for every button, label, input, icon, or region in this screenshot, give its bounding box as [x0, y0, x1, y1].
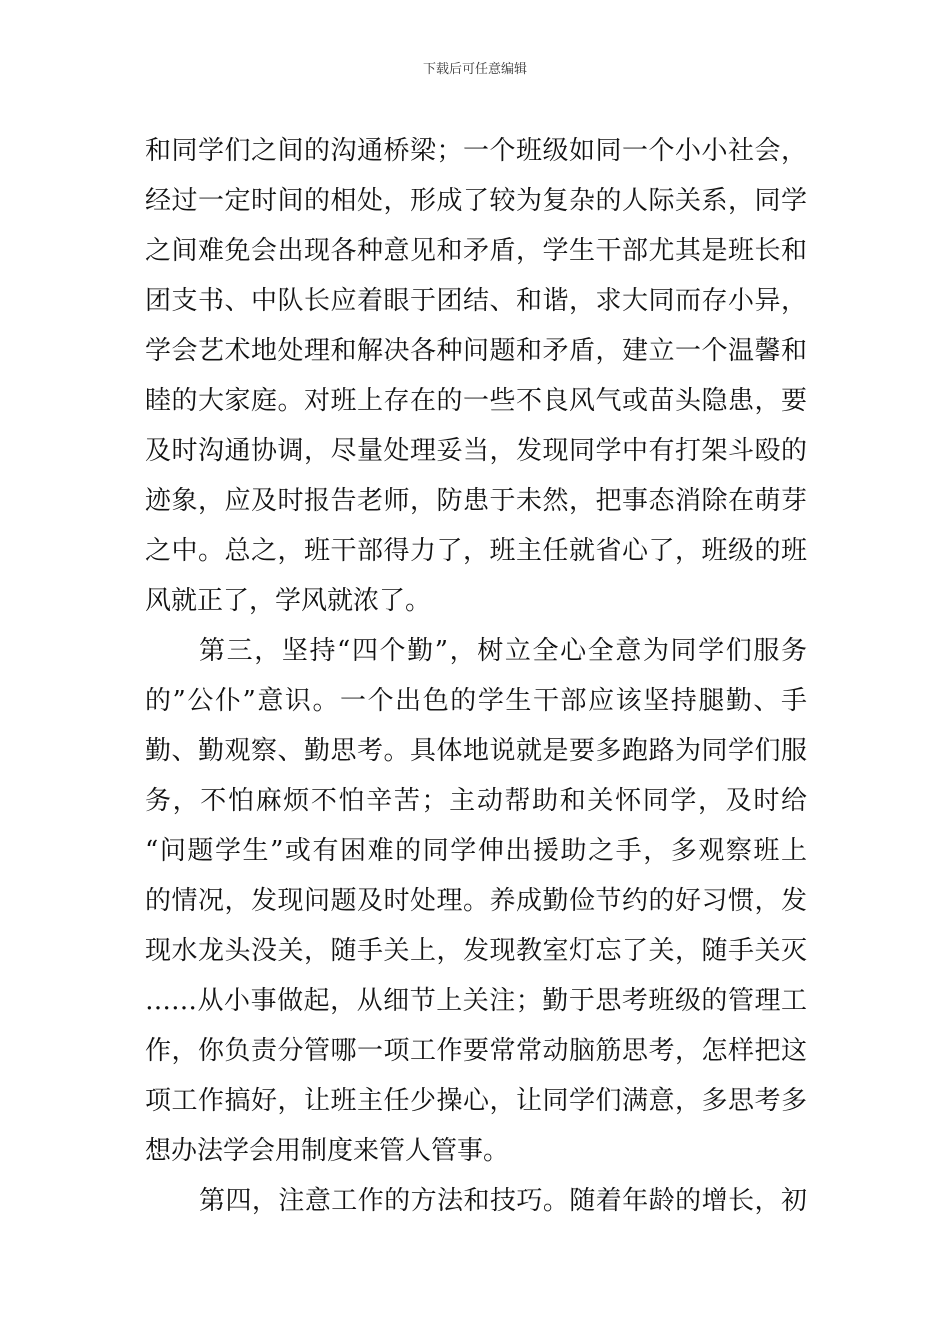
page-header: 下载后可任意编辑: [422, 62, 527, 77]
paragraph: [145, 1176, 807, 1226]
text-line: 想办法学会用制度来管人管事。: [145, 1136, 510, 1166]
text-line: 第四，注意工作的方法和技巧。随着年龄的增长，初: [199, 1186, 807, 1216]
text-line: 的”公仆”意识。一个出色的学生干部应该坚持腿勤、手: [145, 686, 807, 716]
text-line: 现水龙头没关，随手关上，发现教室灯忘了关，随手关灭: [145, 936, 807, 966]
text-line: 勤、勤观察、勤思考。具体地说就是要多跑路为同学们服: [145, 736, 807, 766]
text-line: 团支书、中队长应着眼于团结、和谐，求大同而存小异，: [145, 286, 807, 316]
text-line: 学会艺术地处理和解决各种问题和矛盾，建立一个温馨和: [145, 336, 807, 366]
text-line: 和同学们之间的沟通桥梁；一个班级如同一个小小社会，: [145, 136, 807, 166]
text-line: 的情况，发现问题及时处理。养成勤俭节约的好习惯，发: [145, 886, 807, 916]
text-line: “问题学生”或有困难的同学伸出援助之手，多观察班上: [145, 836, 807, 866]
text-line: ……从小事做起，从细节上关注；勤于思考班级的管理工: [145, 986, 807, 1016]
paragraph: [145, 626, 807, 1176]
text-line: 务，不怕麻烦不怕辛苦；主动帮助和关怀同学，及时给: [145, 786, 807, 816]
text-line: 作，你负责分管哪一项工作要常常动脑筋思考，怎样把这: [145, 1036, 807, 1066]
text-line: 风就正了，学风就浓了。: [145, 586, 432, 616]
text-line: 之间难免会出现各种意见和矛盾，学生干部尤其是班长和: [145, 236, 807, 266]
text-line: 迹象，应及时报告老师，防患于未然，把事态消除在萌芽: [145, 486, 807, 516]
paragraph: [145, 126, 807, 626]
text-line: 之中。总之，班干部得力了，班主任就省心了，班级的班: [145, 536, 807, 566]
document-body: [145, 126, 807, 1226]
text-line: 及时沟通协调，尽量处理妥当，发现同学中有打架斗殴的: [145, 436, 807, 466]
text-line: 睦的大家庭。对班上存在的一些不良风气或苗头隐患，要: [145, 386, 807, 416]
text-line: 项工作搞好，让班主任少操心，让同学们满意，多思考多: [145, 1086, 807, 1116]
text-line: 经过一定时间的相处，形成了较为复杂的人际关系，同学: [145, 186, 807, 216]
text-line: 第三，坚持“四个勤”，树立全心全意为同学们服务: [199, 636, 807, 666]
